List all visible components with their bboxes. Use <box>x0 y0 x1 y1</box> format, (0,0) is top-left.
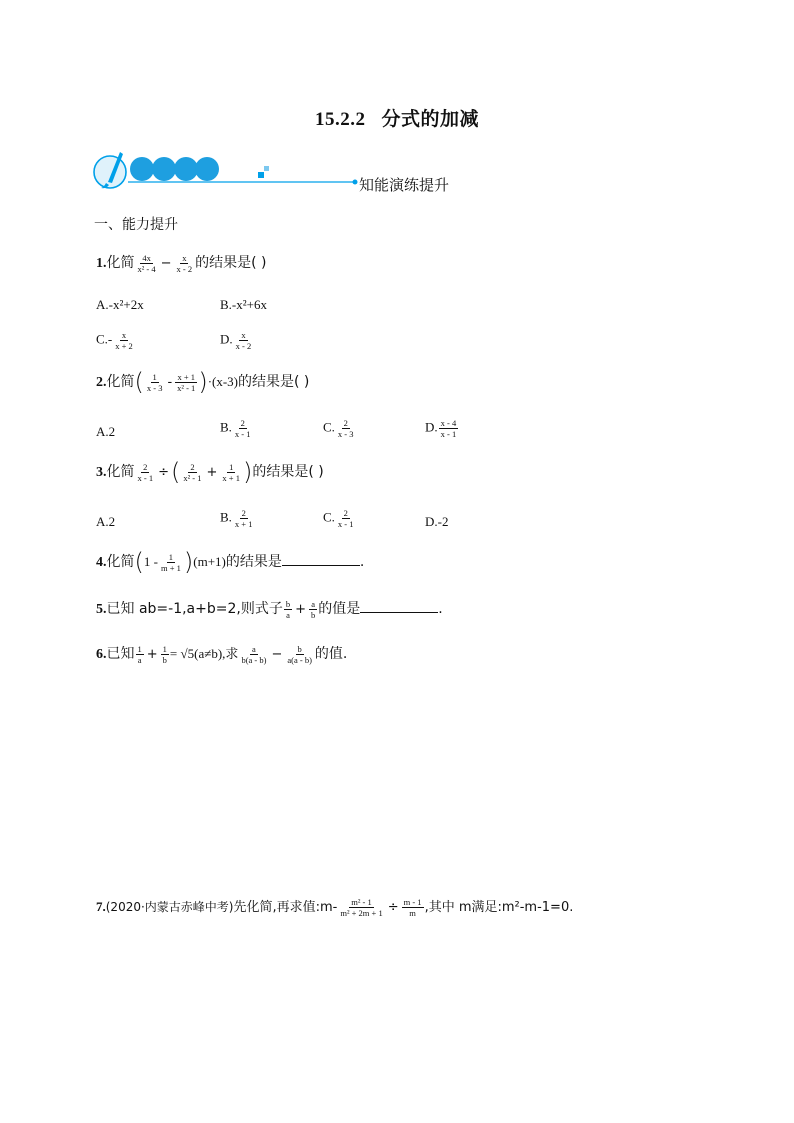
q1-option-a: A.-x²+2x <box>96 297 144 312</box>
q2-option-d: D. $\frac{x - 4}{x - 1}$ <box>425 418 457 439</box>
q3-option-a: A.2 <box>96 514 116 529</box>
q1-option-c: C.- $\frac{x}{x + 2}$ <box>96 330 133 351</box>
question-source: (2020·内蒙古赤峰中考) <box>105 900 234 914</box>
section-heading: 一、能力提升 <box>94 217 178 233</box>
question-3: 3.化简 $\frac{2}{x - 1}$ ÷( $\frac{2}{\text{x² - 1}}$ + $\frac{1}{x + 1}$ )的结果是( ) <box>96 458 324 486</box>
line-end-dot <box>353 180 358 185</box>
q2-option-c: C. $\frac{2}{x - 3}$ <box>323 418 354 439</box>
section-number: 15.2.2 <box>314 109 366 130</box>
q3-option-c: C. $\frac{2}{x - 1}$ <box>323 508 354 529</box>
question-6: 6.已知 $\frac{1}{a}$ + $\frac{1}{b}$ = √5(a≠b),求 $\frac{a}{b(a - b)}$ − $\frac{b}{a(a - b)}$ 的值. <box>96 643 348 665</box>
brush-badge-icon <box>94 156 126 188</box>
answer-blank <box>360 600 438 613</box>
dot-4 <box>195 157 219 181</box>
q3-option-d: D.-2 <box>425 514 449 529</box>
page-title <box>0 104 794 131</box>
q1-option-b: B.-x²+6x <box>220 297 267 312</box>
q2-option-b: B. $\frac{2}{x - 1}$ <box>220 418 251 439</box>
answer-blank <box>282 553 360 566</box>
q3-option-b: B. $\frac{2}{x + 1}$ <box>220 508 253 529</box>
banner-graphic <box>92 146 372 192</box>
question-1: 1.化简 $\frac{4x}{\text{x² - 4}}$ − $\frac{x}{x - 2}$ 的结果是( ) <box>96 252 267 274</box>
banner-label: 知能演练提升 <box>359 176 450 194</box>
question-5: 5.已知 ab=-1,a+b=2,则式子 $\frac{b}{a}$ + $\frac{a}{b}$ 的值是 . <box>96 598 443 620</box>
question-4: 4.化简(1 - $\frac{1}{m + 1}$ )(m+1)的结果是 . <box>96 548 365 576</box>
title-text: 分式的加减 <box>381 108 479 130</box>
dot-1 <box>130 157 154 181</box>
small-square-icon <box>258 172 264 178</box>
dot-3 <box>174 157 198 181</box>
question-2: 2.化简( $\frac{1}{x - 3}$ - $\frac{x + 1}{\text{x² - 1}}$ )·(x-3)的结果是( ) <box>96 368 310 396</box>
q1-option-d: D. $\frac{x}{x - 2}$ <box>220 330 252 351</box>
fraction: $\frac{4x}{\text{x² - 4}}$ <box>137 252 156 274</box>
dot-2 <box>152 157 176 181</box>
question-7: 7.(2020·内蒙古赤峰中考)先化简,再求值:m- $\frac{\text{m² - 1}}{\text{m² + 2m + 1}}$ ÷ $\frac{m - 1}{m}$ ,其中 m满足:m²-m-1=0. <box>96 897 574 918</box>
q2-option-a: A.2 <box>96 424 116 439</box>
fraction: $\frac{x}{x - 2}$ <box>176 252 193 274</box>
